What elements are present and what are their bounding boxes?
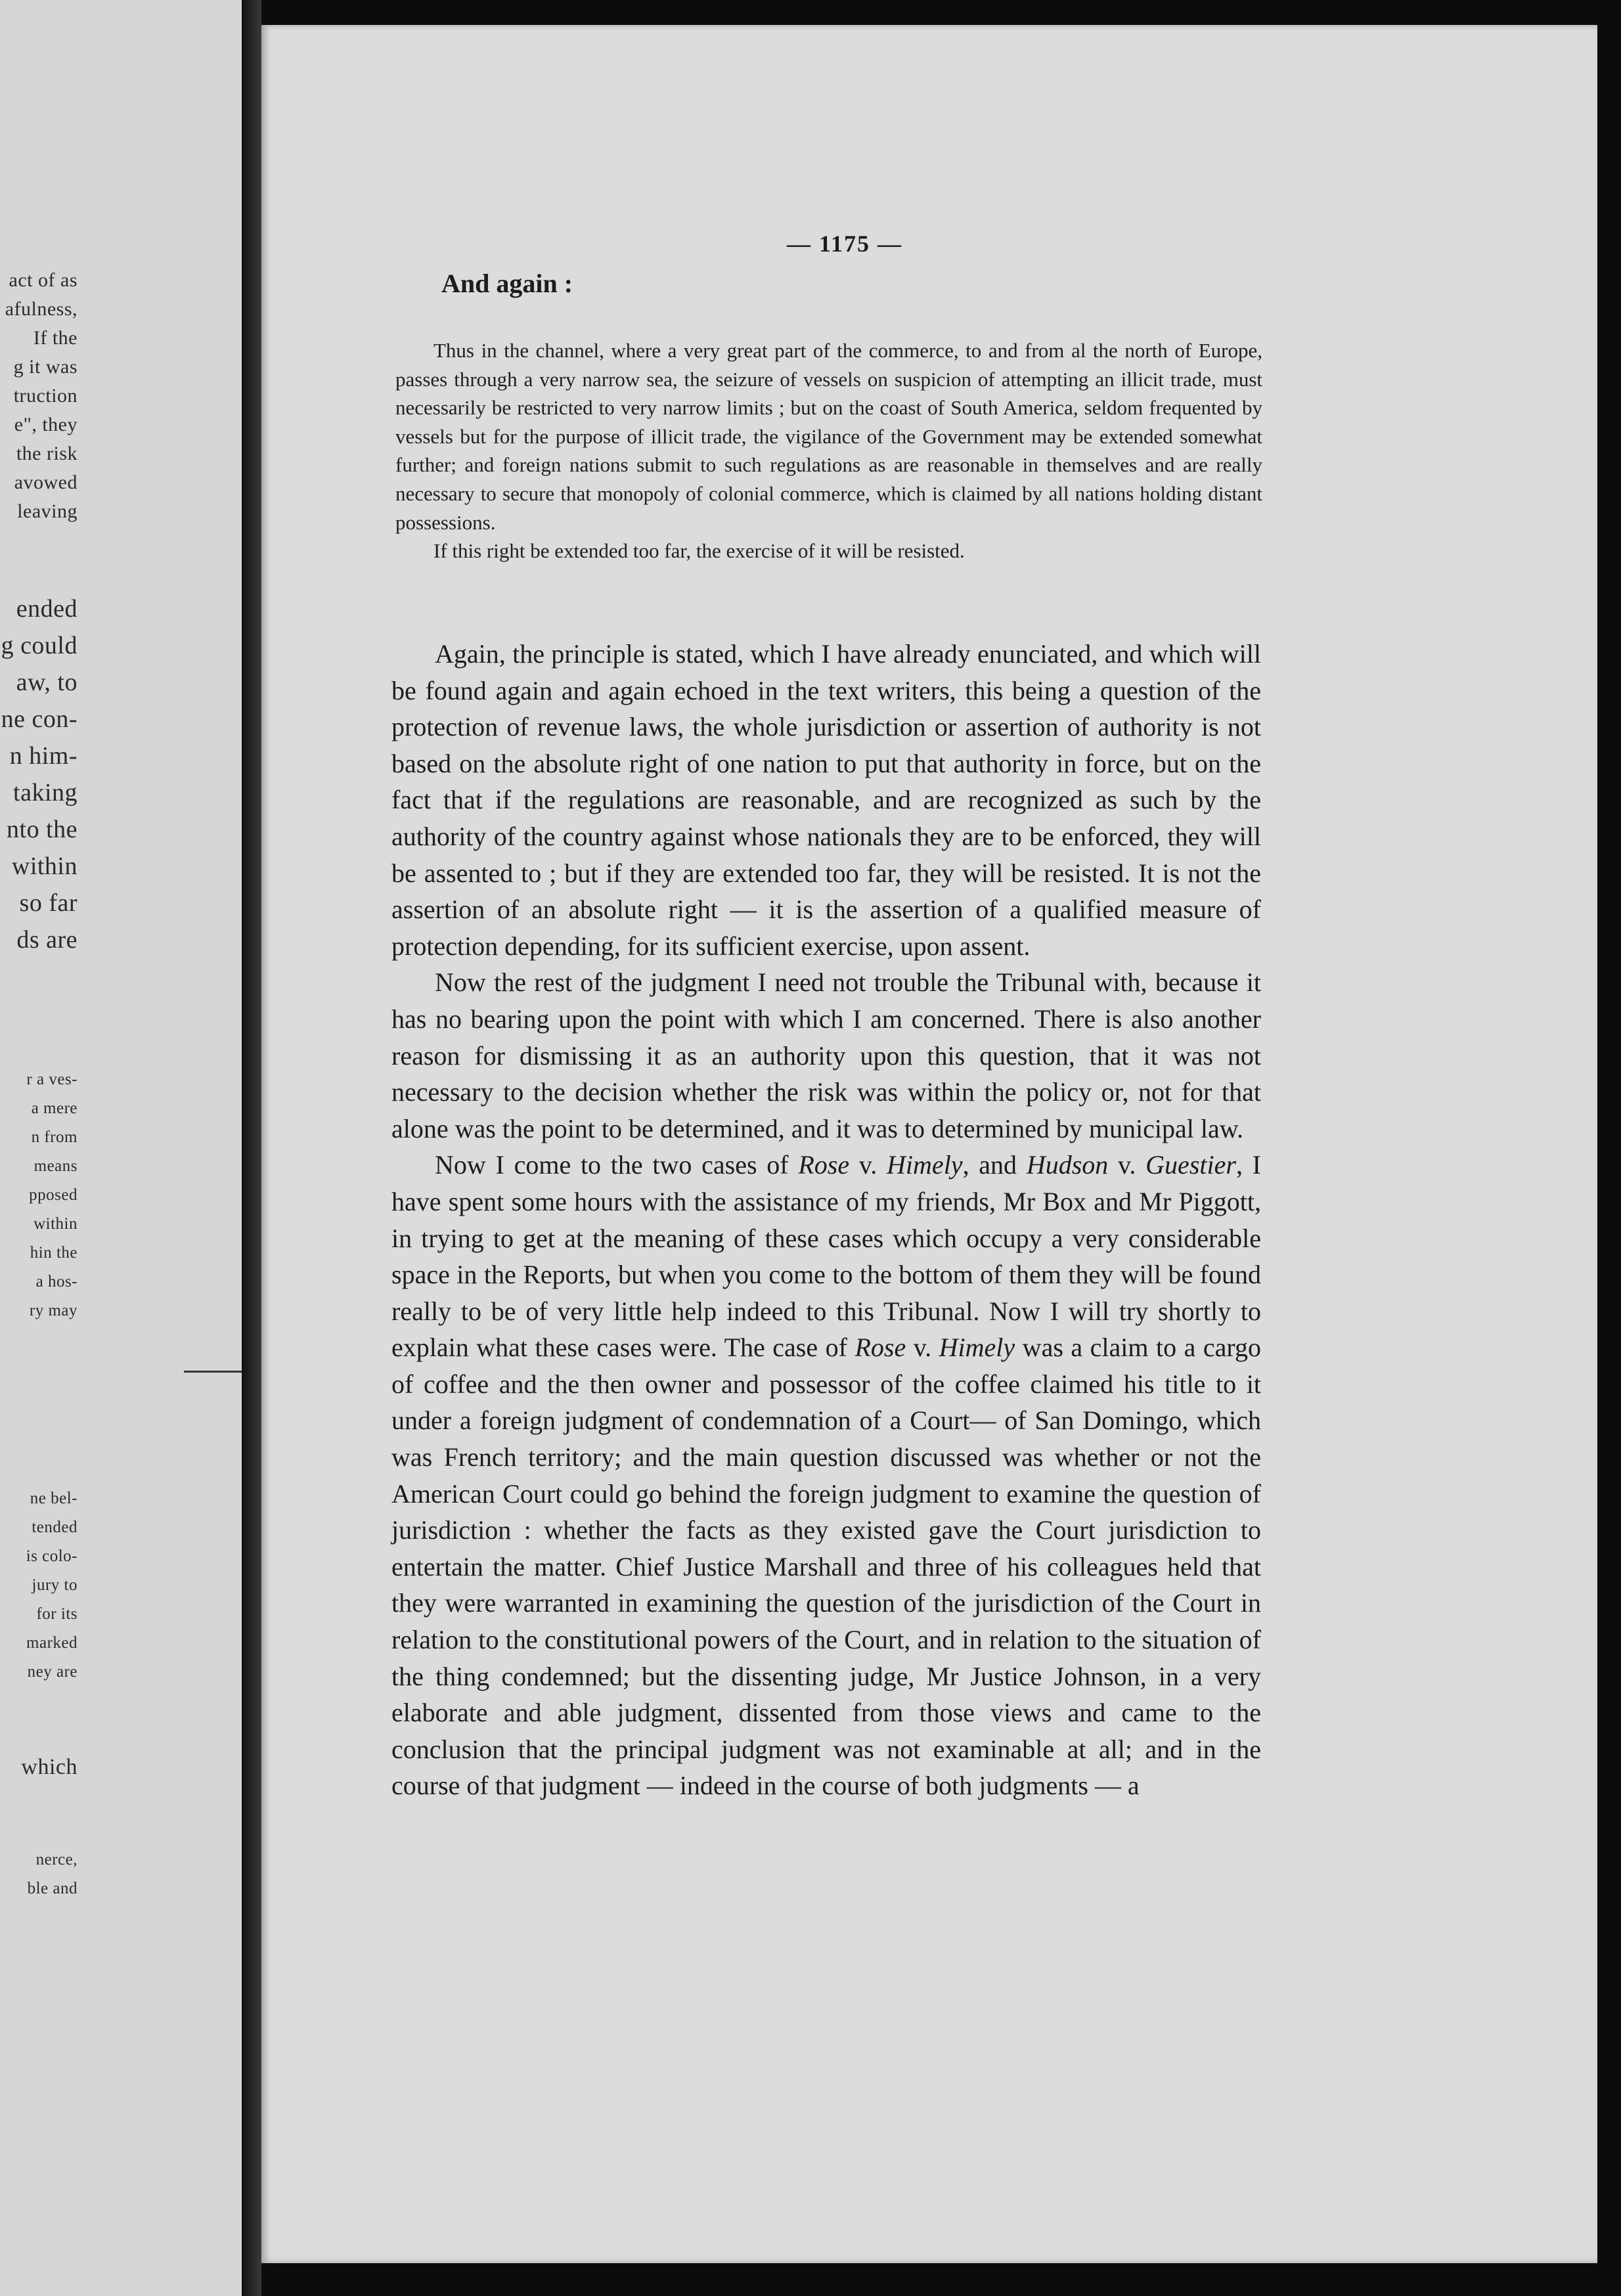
left-facing-page xyxy=(0,0,242,2296)
left-text-fragment: is colo- xyxy=(26,1547,78,1565)
left-text-fragment: If the xyxy=(33,327,78,349)
left-text-fragment: pposed xyxy=(29,1186,78,1204)
left-text-fragment: r a ves- xyxy=(26,1071,78,1088)
left-text-fragment: ble and xyxy=(27,1880,78,1897)
quote-paragraph: Thus in the channel, where a very great part of the commerce, to and from al the north of Europe, passes through a very narrow sea, the seizure of vessels on suspicion of attempting an illicit trade, must necessarily be restricted to very narrow limits ; but on the coast of South America, seldom frequented by vessels but for the purpose of illicit trade, the vigilance of the Government may be extended somewhat further; and foreign nations submit to such regulations as are reasonable in themselves and are really necessary to secure that monopoly of colonial commerce, which is claimed by all nations holding distant possessions. xyxy=(395,339,1262,534)
left-text-fragment: nto the xyxy=(7,816,78,843)
left-text-fragment: which xyxy=(21,1755,78,1779)
left-text-fragment: n from xyxy=(31,1128,78,1146)
left-text-fragment: means xyxy=(33,1157,78,1175)
left-text-fragment: g it was xyxy=(13,356,78,378)
text-run: , and xyxy=(962,1150,1027,1180)
left-text-fragment: ds are xyxy=(16,926,78,954)
book-gutter xyxy=(242,0,261,2296)
left-text-fragment: the risk xyxy=(16,443,78,464)
text-run: v. xyxy=(849,1150,887,1180)
left-text-fragment: ney are xyxy=(27,1663,78,1681)
left-text-fragment: ended xyxy=(16,595,78,623)
left-text-fragment: within xyxy=(11,852,78,880)
quote-paragraph: If this right be extended too far, the exercise of it will be resisted. xyxy=(433,539,965,563)
left-text-fragment: ne con- xyxy=(1,705,78,733)
text-run: , I have spent some hours with the assistance of my friends, Mr Box and Mr Piggott, in trying to get at the meaning of these cases which occupy a very considerable space in the Reports, but when you come to the bottom of them they will be found really to be of very little help indeed to this Tribunal. Now I will try shortly to explain what these cases were. The case of xyxy=(391,1150,1262,1363)
case-name: Rose xyxy=(798,1150,850,1180)
left-text-fragment: g could xyxy=(1,632,78,659)
left-text-fragment: within xyxy=(33,1215,78,1233)
body-text xyxy=(391,636,1261,1804)
case-name: Guestier xyxy=(1145,1150,1236,1180)
left-text-fragment: ry may xyxy=(29,1302,78,1319)
left-text-fragment: truction xyxy=(13,385,78,407)
text-run: was a claim to a cargo of coffee and the then owner and possessor of the coffee claimed his title to it under a foreign judgment of condemnation of a Court— of San Domingo, which was French territory; and the main question discussed was whether or not the American Court could go behind the foreign judgment to examine the question of jurisdiction : whether the facts as they existed gave the Court jurisdiction to entertain the matter. Chief Justice Marshall and three of his colleagues held that they were warranted in examining the question of the jurisdiction of the Court in relation to the constitutional powers of the Court, and in relation to the situation of the thing condemned; but the dissenting judge, Mr Justice Johnson, in a very elaborate and able judgment, dissented from those views and came to the conclusion that the principal judgment was not examinable at all; and in the course of that judgment — indeed in the course of both judgments — a xyxy=(391,1333,1261,1801)
body-paragraph-1: Again, the principle is stated, which I have already enunciated, and which will be found again and again echoed in the text writers, this being a question of the protection of revenue laws, the whole jurisdiction or assertion of authority is not based on the absolute right of one nation to put that authority in force, but on the fact that if the regulations are reasonable, and are recognized as such by the authority of the country against whose nationals they are to be enforced, they will be assented to ; but if they are extended too far, they will be resisted. It is not the assertion of an absolute right — it is the assertion of a qualified measure of protection depending, for its sufficient exercise, upon assent. xyxy=(391,639,1261,961)
left-text-fragment: aw, to xyxy=(16,669,78,696)
left-text-fragment: so far xyxy=(19,889,78,917)
case-name: Hudson xyxy=(1026,1150,1109,1180)
left-text-fragment: taking xyxy=(13,779,78,806)
text-run: v. xyxy=(1108,1150,1146,1180)
left-text-fragment: tended xyxy=(32,1518,78,1536)
left-text-fragment: for its xyxy=(36,1605,78,1623)
left-text-fragment: hin the xyxy=(30,1244,78,1262)
case-name: Himely xyxy=(887,1150,963,1180)
left-text-fragment: ne bel- xyxy=(30,1490,78,1507)
text-run: Now I come to the two cases of xyxy=(435,1150,799,1180)
left-divider-rule xyxy=(184,1371,242,1373)
left-text-fragment: a hos- xyxy=(35,1273,78,1291)
left-text-fragment: afulness, xyxy=(5,298,78,320)
page-number: — 1175 — xyxy=(787,231,903,257)
section-heading: And again : xyxy=(441,269,573,298)
body-paragraph-2: Now the rest of the judgment I need not trouble the Tribunal with, because it has no bearing upon the point with which I am concerned. There is also another reason for dismissing it as an authority upon this question, that it was not necessary to the decision whether the risk was within the policy or, not for that alone was the point to be determined, and it was to determined by municipal law. xyxy=(391,967,1261,1143)
left-text-fragment: n him- xyxy=(9,742,78,770)
left-text-fragment: avowed xyxy=(14,472,78,493)
left-text-fragment: leaving xyxy=(17,500,78,522)
left-text-fragment: act of as xyxy=(9,269,78,291)
block-quote xyxy=(395,336,1262,565)
left-text-fragment: jury to xyxy=(32,1576,78,1594)
left-text-fragment: e", they xyxy=(14,414,78,435)
left-text-fragment: marked xyxy=(26,1634,78,1652)
text-run: v. xyxy=(906,1333,939,1363)
body-paragraph-3 xyxy=(391,1147,1261,1804)
case-name: Rose xyxy=(855,1333,906,1363)
left-text-fragment: a mere xyxy=(31,1099,78,1117)
left-text-fragment: nerce, xyxy=(35,1851,78,1868)
case-name: Himely xyxy=(939,1333,1015,1363)
